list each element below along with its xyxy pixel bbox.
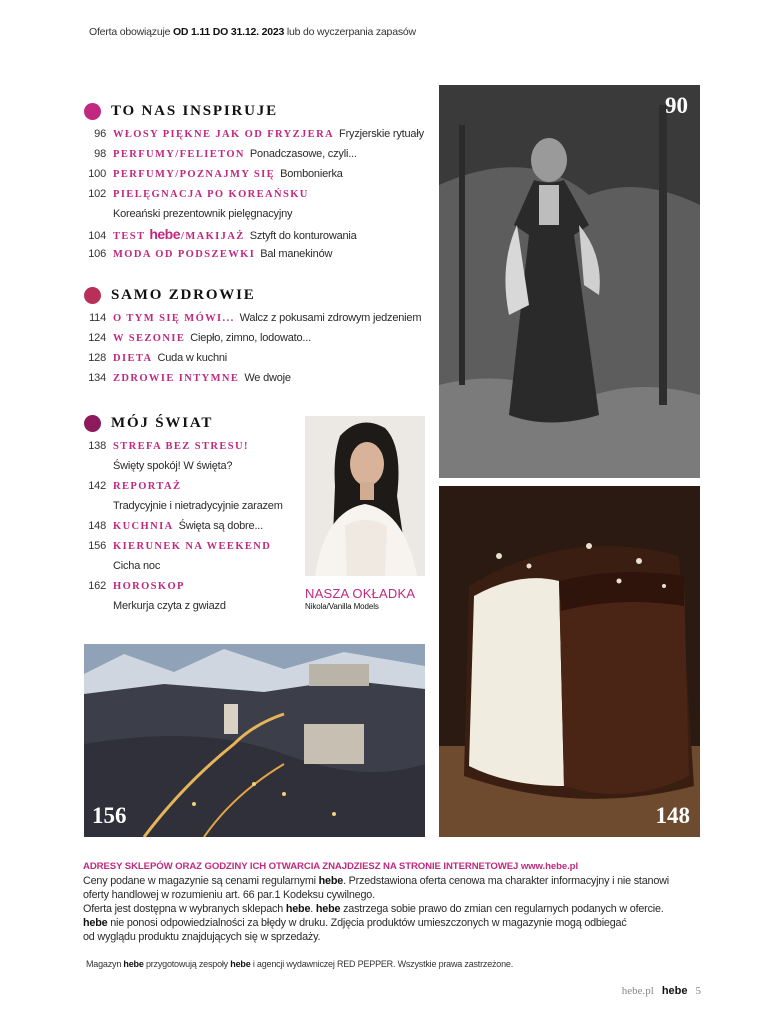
footer-text: Ceny podane w magazynie są cenami regularnymi [83,875,319,887]
toc-item[interactable] [84,311,421,326]
toc-category: TEST [113,231,146,242]
toc-page-number: 98 [94,148,106,160]
toc-category: DIETA [113,353,153,364]
toc-description: Bombonierka [280,168,343,180]
section-heading: SAMO ZDROWIE [111,287,256,303]
vintage-photo-illustration [439,85,700,478]
offer-suffix: lub do wyczerpania zapasów [284,26,416,38]
toc-category: /MAKIJAŻ [181,231,245,242]
toc-item[interactable] [84,127,424,142]
offer-dates: OD 1.11 DO 31.12. 2023 [172,26,285,38]
toc-page-number: 142 [88,480,106,492]
toc-item[interactable] [84,167,343,182]
footer-line: od wyglądu produktu znajdujących się w sprzedaży. [83,931,321,943]
section-heading: TO NAS INSPIRUJE [111,103,278,119]
toc-category: WŁOSY PIĘKNE JAK OD FRYZJERA [113,129,335,140]
toc-category: KUCHNIA [113,521,174,532]
credits-brand: hebe [123,959,144,969]
toc-category: MODA OD PODSZEWKI [113,249,256,260]
credits-text: przygotowują zespoły [143,959,231,969]
toc-page-number: 102 [88,188,106,200]
toc-item[interactable] [84,331,311,346]
footer-brand: hebe [83,917,108,929]
toc-page-number: 134 [88,372,106,384]
toc-description: Święta są dobre... [178,520,264,532]
toc-page-number: 138 [88,440,106,452]
city-illustration [84,644,425,837]
toc-page-number: 148 [88,520,106,532]
toc-category: W SEZONIE [113,333,186,344]
credits-line [86,959,513,969]
credits-brand: hebe [230,959,251,969]
cover-photo[interactable] [305,416,425,576]
cake-illustration [439,486,700,837]
section-title-zdrowie [84,287,256,304]
toc-item[interactable] [84,539,271,554]
toc-category: PERFUMY/FELIETON [113,149,245,160]
cover-caption [305,586,415,611]
toc-description: Walcz z pokusami zdrowym jedzeniem [239,312,422,324]
toc-item[interactable] [84,227,357,244]
toc-category: PERFUMY/POZNAJMY SIĘ [113,169,276,180]
toc-category: PIELĘGNACJA PO KOREAŃSKU [113,189,309,200]
toc-description: We dwoje [244,372,291,384]
toc-category: STREFA BEZ STRESU! [113,441,249,452]
offer-validity [89,26,416,38]
footer-line [83,874,703,888]
toc-subtitle: Cicha noc [113,560,161,572]
toc-subtitle: Święty spokój! W święta? [113,460,233,472]
toc-description: Ciepło, zimno, lodowato... [190,332,311,344]
toc-page-number: 124 [88,332,106,344]
toc-page-number: 100 [88,168,106,180]
page-folio [622,985,701,997]
city-photo[interactable] [84,644,425,837]
footer-text: nie ponosi odpowiedzialności za błędy w druku. Zdjęcia produktów umieszczonych w magazynie mogą odbiegać [107,917,627,929]
toc-page-number: 96 [94,128,106,140]
toc-page-number: 104 [88,230,106,242]
credits-text: Magazyn [86,959,124,969]
footer-headline: ADRESY SKLEPÓW ORAZ GODZINY ICH OTWARCIA ZNAJDZIESZ NA STRONIE INTERNETOWEJ www.hebe.pl [83,861,579,872]
toc-page-number: 114 [89,312,106,324]
toc-page-number: 162 [88,580,106,592]
toc-description: Ponadczasowe, czyli... [249,148,357,160]
photo-page-badge: 156 [92,803,127,828]
folio-page-number: 5 [695,985,701,997]
section-title-inspiruje [84,103,278,120]
footer-text: . [310,903,316,915]
footer-brand: hebe [315,903,341,915]
hebe-logo-inline: hebe [149,226,180,242]
vintage-portrait-photo[interactable] [439,85,700,478]
toc-item[interactable] [84,187,309,202]
footer-line: oferty handlowej w rozumieniu art. 66 par.1 Kodeksu cywilnego. [83,889,375,901]
toc-category: KIERUNEK NA WEEKEND [113,541,272,552]
toc-category: ZDROWIE INTYMNE [113,373,240,384]
toc-item[interactable] [84,519,263,534]
toc-subtitle: Koreański prezentownik pielęgnacyjny [113,208,293,220]
cover-caption-title: NASZA OKŁADKA [305,586,416,601]
photo-page-badge: 90 [665,93,688,118]
footer-text: Oferta jest dostępna w wybranych sklepach [83,903,286,915]
toc-description: Cuda w kuchni [157,352,228,364]
cover-model-illustration [305,416,425,576]
photo-page-badge: 148 [655,803,690,828]
section-bullet-icon [84,415,101,432]
toc-subtitle: Merkurja czyta z gwiazd [113,600,226,612]
toc-item[interactable] [84,351,227,366]
offer-prefix: Oferta obowiązuje [89,26,173,38]
toc-page-number: 106 [88,248,106,260]
folio-logo: hebe [661,985,688,997]
toc-item[interactable] [84,371,291,386]
section-bullet-icon [84,103,101,120]
footer-brand: hebe [318,875,344,887]
toc-subtitle: Tradycyjnie i nietradycyjnie zarazem [113,500,283,512]
toc-description: Bal manekinów [260,248,333,260]
footer-line [83,916,703,930]
toc-item[interactable] [84,147,357,162]
toc-category: HOROSKOP [113,581,185,592]
toc-page-number: 128 [88,352,106,364]
credits-text: i agencji wydawniczej RED PEPPER. Wszystkie prawa zastrzeżone. [250,959,514,969]
toc-category: REPORTAŻ [113,481,182,492]
footer-brand: hebe [285,903,311,915]
footer-line [83,902,703,916]
toc-item[interactable] [84,439,249,454]
toc-page-number: 156 [88,540,106,552]
footer-text: zastrzega sobie prawo do zmian cen regularnych podanych w ofercie. [340,903,664,915]
section-bullet-icon [84,287,101,304]
cover-caption-credit: Nikola/Vanilla Models [305,602,379,611]
toc-item[interactable] [84,479,181,494]
toc-category: O TYM SIĘ MÓWI... [113,313,235,324]
toc-description: Sztyft do konturowania [249,230,357,242]
toc-item[interactable] [84,247,332,262]
toc-description: Fryzjerskie rytuały [339,128,424,140]
cake-photo[interactable] [439,486,700,837]
footer-text: . Przedstawiona oferta cenowa ma charakter informacyjny i nie stanowi [343,875,669,887]
legal-footer [83,860,703,944]
section-title-moj-swiat [84,415,213,432]
toc-item[interactable] [84,579,185,594]
folio-site[interactable]: hebe.pl [621,985,654,997]
section-heading: MÓJ ŚWIAT [111,415,214,431]
